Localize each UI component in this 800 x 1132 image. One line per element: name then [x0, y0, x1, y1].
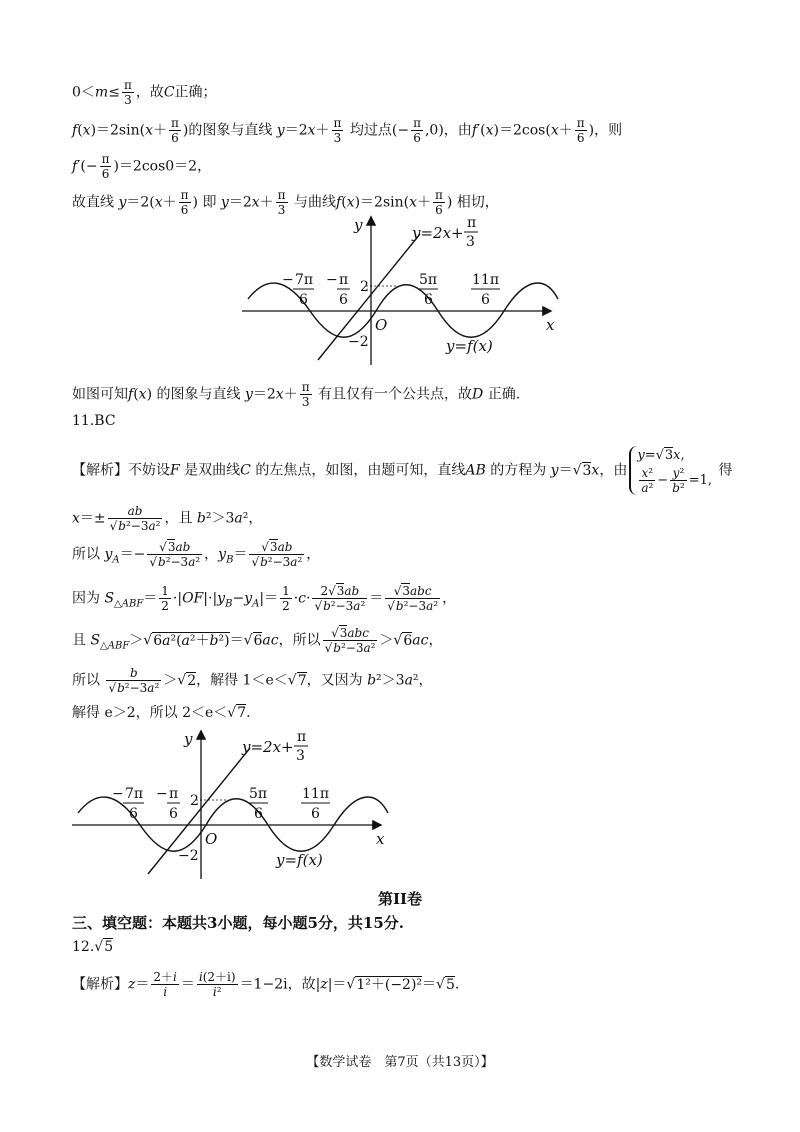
- svg-text:π: π: [169, 786, 179, 802]
- line-9: 所以 $y_A=-$ $\frac{√3ab}{\text{√b²−3a²}}$ ，$y_B=$ $\frac{√3ab}{\text{√b²−3a²}}$ ，: [72, 540, 321, 569]
- section-heading-text: 三、填空题：本题共3小题，每小题5分，共15分.: [72, 914, 404, 932]
- line-label-display: [241, 729, 308, 764]
- section-heading: [72, 912, 404, 934]
- graph-2: [68, 724, 398, 884]
- svg-text:6: 6: [311, 806, 320, 822]
- line-14: 12.√5: [72, 939, 114, 955]
- svg-text:6: 6: [299, 292, 308, 308]
- svg-text:−: −: [282, 272, 294, 288]
- svg-text:7π: 7π: [125, 786, 144, 802]
- tick-11pi6: [471, 272, 500, 308]
- svg-text:6: 6: [424, 292, 433, 308]
- svg-text:6: 6: [339, 292, 348, 308]
- y-axis-label: y: [184, 730, 193, 748]
- text-line-6: 11.BC: [72, 413, 116, 429]
- svg-text:6: 6: [481, 292, 490, 308]
- tick-mpi6: [156, 786, 180, 822]
- svg-text:π: π: [467, 215, 477, 231]
- tick-m7pi6: [282, 272, 314, 308]
- footer-text: 【数学试卷 第7页（共13页）】: [306, 1055, 494, 1070]
- tick-2: 2: [190, 793, 199, 809]
- graph-1: [238, 210, 568, 370]
- svg-text:6: 6: [254, 806, 263, 822]
- svg-text:5π: 5π: [419, 272, 438, 288]
- line-5: 如图可知f(x) 的图象与直线 y＝2x＋ $\frac{\pi}{3}$ 有且仅有一个公共点，故D 正确.: [72, 380, 521, 409]
- tick-2: 2: [360, 279, 369, 295]
- svg-text:π: π: [297, 729, 307, 745]
- section-title: [0, 888, 800, 910]
- svg-text:6: 6: [129, 806, 138, 822]
- svg-text:11π: 11π: [472, 272, 500, 288]
- line-15: 【解析】z＝ $\frac{2+i}{i}$ ＝ $\frac{i(2+i)}{\text{i²}}$ ＝1−2i，故|z|＝√1²＋(−2)²＝√5.: [72, 970, 460, 999]
- section-title-text: 第II卷: [377, 890, 423, 908]
- curve-label: y=f(x): [276, 851, 323, 869]
- tick-11pi6: [301, 786, 330, 822]
- tick-m7pi6: [112, 786, 144, 822]
- sine-curve: [78, 797, 388, 851]
- svg-text:6: 6: [169, 806, 178, 822]
- line-3: f′(− $\frac{\pi}{6}$ )＝2cos0＝2，: [72, 152, 212, 181]
- line-13: 解得 e＞2，所以 2＜e＜√7.: [72, 705, 251, 721]
- svg-text:−: −: [112, 786, 124, 802]
- line-2: f(x)＝2sin(x＋ $\frac{\pi}{6}$ )的图象与直线 y＝2x＋ $\frac{\pi}{3}$ 均过点(− $\frac{\pi}{6}$ ,0)，由f′(x)＝2cos(x＋ $\frac{\pi}{6}$ )，则: [72, 116, 623, 145]
- line-8: x＝± $\frac{ab}{\text{√b²−3a²}}$ ，且 b²＞3a²，: [72, 504, 263, 533]
- origin-label: O: [375, 316, 388, 334]
- svg-text:7π: 7π: [295, 272, 314, 288]
- svg-text:11π: 11π: [302, 786, 330, 802]
- svg-text:−: −: [156, 786, 168, 802]
- line-11: 且 $S_{\triangle ABF}>√6a^2(a^2+b^2)=√6ac$，所以 √3abc √b²−3a² ＞√6ac，: [72, 626, 443, 655]
- x-axis-label: x: [376, 830, 385, 848]
- curve-label: y=f(x): [446, 337, 493, 355]
- x-axis-label: x: [546, 316, 555, 334]
- tick-mpi6: [326, 272, 350, 308]
- tick-neg2: −2: [178, 848, 199, 864]
- svg-text:y=2x+: y=2x+: [412, 224, 464, 242]
- line-4: 故直线 y＝2(x＋ $\frac{\pi}{6}$ ) 即 y＝2x＋ $\frac{\pi}{3}$ 与曲线f(x)＝2sin(x＋ $\frac{\pi}{6}$ ) 相切，: [72, 188, 499, 217]
- sine-curve: [248, 283, 558, 337]
- line-1: 0＜m≤ $\frac{\pi}{3}$ ，故C正确；: [72, 78, 217, 107]
- line-label-display: [411, 215, 478, 250]
- svg-text:y=2x+: y=2x+: [242, 738, 294, 756]
- origin-label: O: [205, 830, 218, 848]
- tangent-line: [148, 748, 250, 874]
- svg-text:3: 3: [296, 748, 305, 764]
- y-axis-label: y: [354, 216, 363, 234]
- svg-text:π: π: [339, 272, 349, 288]
- svg-text:−: −: [326, 272, 338, 288]
- tick-neg2: −2: [348, 334, 369, 350]
- line-10: 因为 $S_{\triangle ABF}=$ $\frac{1}{2}$ $\cdot|OF|\cdot|y_B-y_A|=$ $\frac{1}{2}$ ·c· $\frac{2√3ab}{\text{√b²−3a²}}$ ＝ √3abc √b²−3a² ，: [72, 584, 457, 613]
- tangent-line: [318, 234, 420, 360]
- svg-text:5π: 5π: [249, 786, 268, 802]
- page-footer: [0, 1052, 800, 1074]
- line-12: 所以 $\frac{b}{\text{√b²−3a²}}$ ＞√2，解得 1＜e＜√7，又因为 b²＞3a²，: [72, 666, 433, 695]
- line-7: 【解析】不妨设F 是双曲线C 的左焦点，如图，由题可知，直线AB 的方程为 y＝√3x，由y=√3x, $\frac{\text{x²}}{\text{a²}}$ − $\frac{\text{y²}}{\text{b²}}$ =1, 得: [72, 448, 733, 495]
- line-6: [72, 410, 116, 432]
- svg-text:3: 3: [466, 234, 475, 250]
